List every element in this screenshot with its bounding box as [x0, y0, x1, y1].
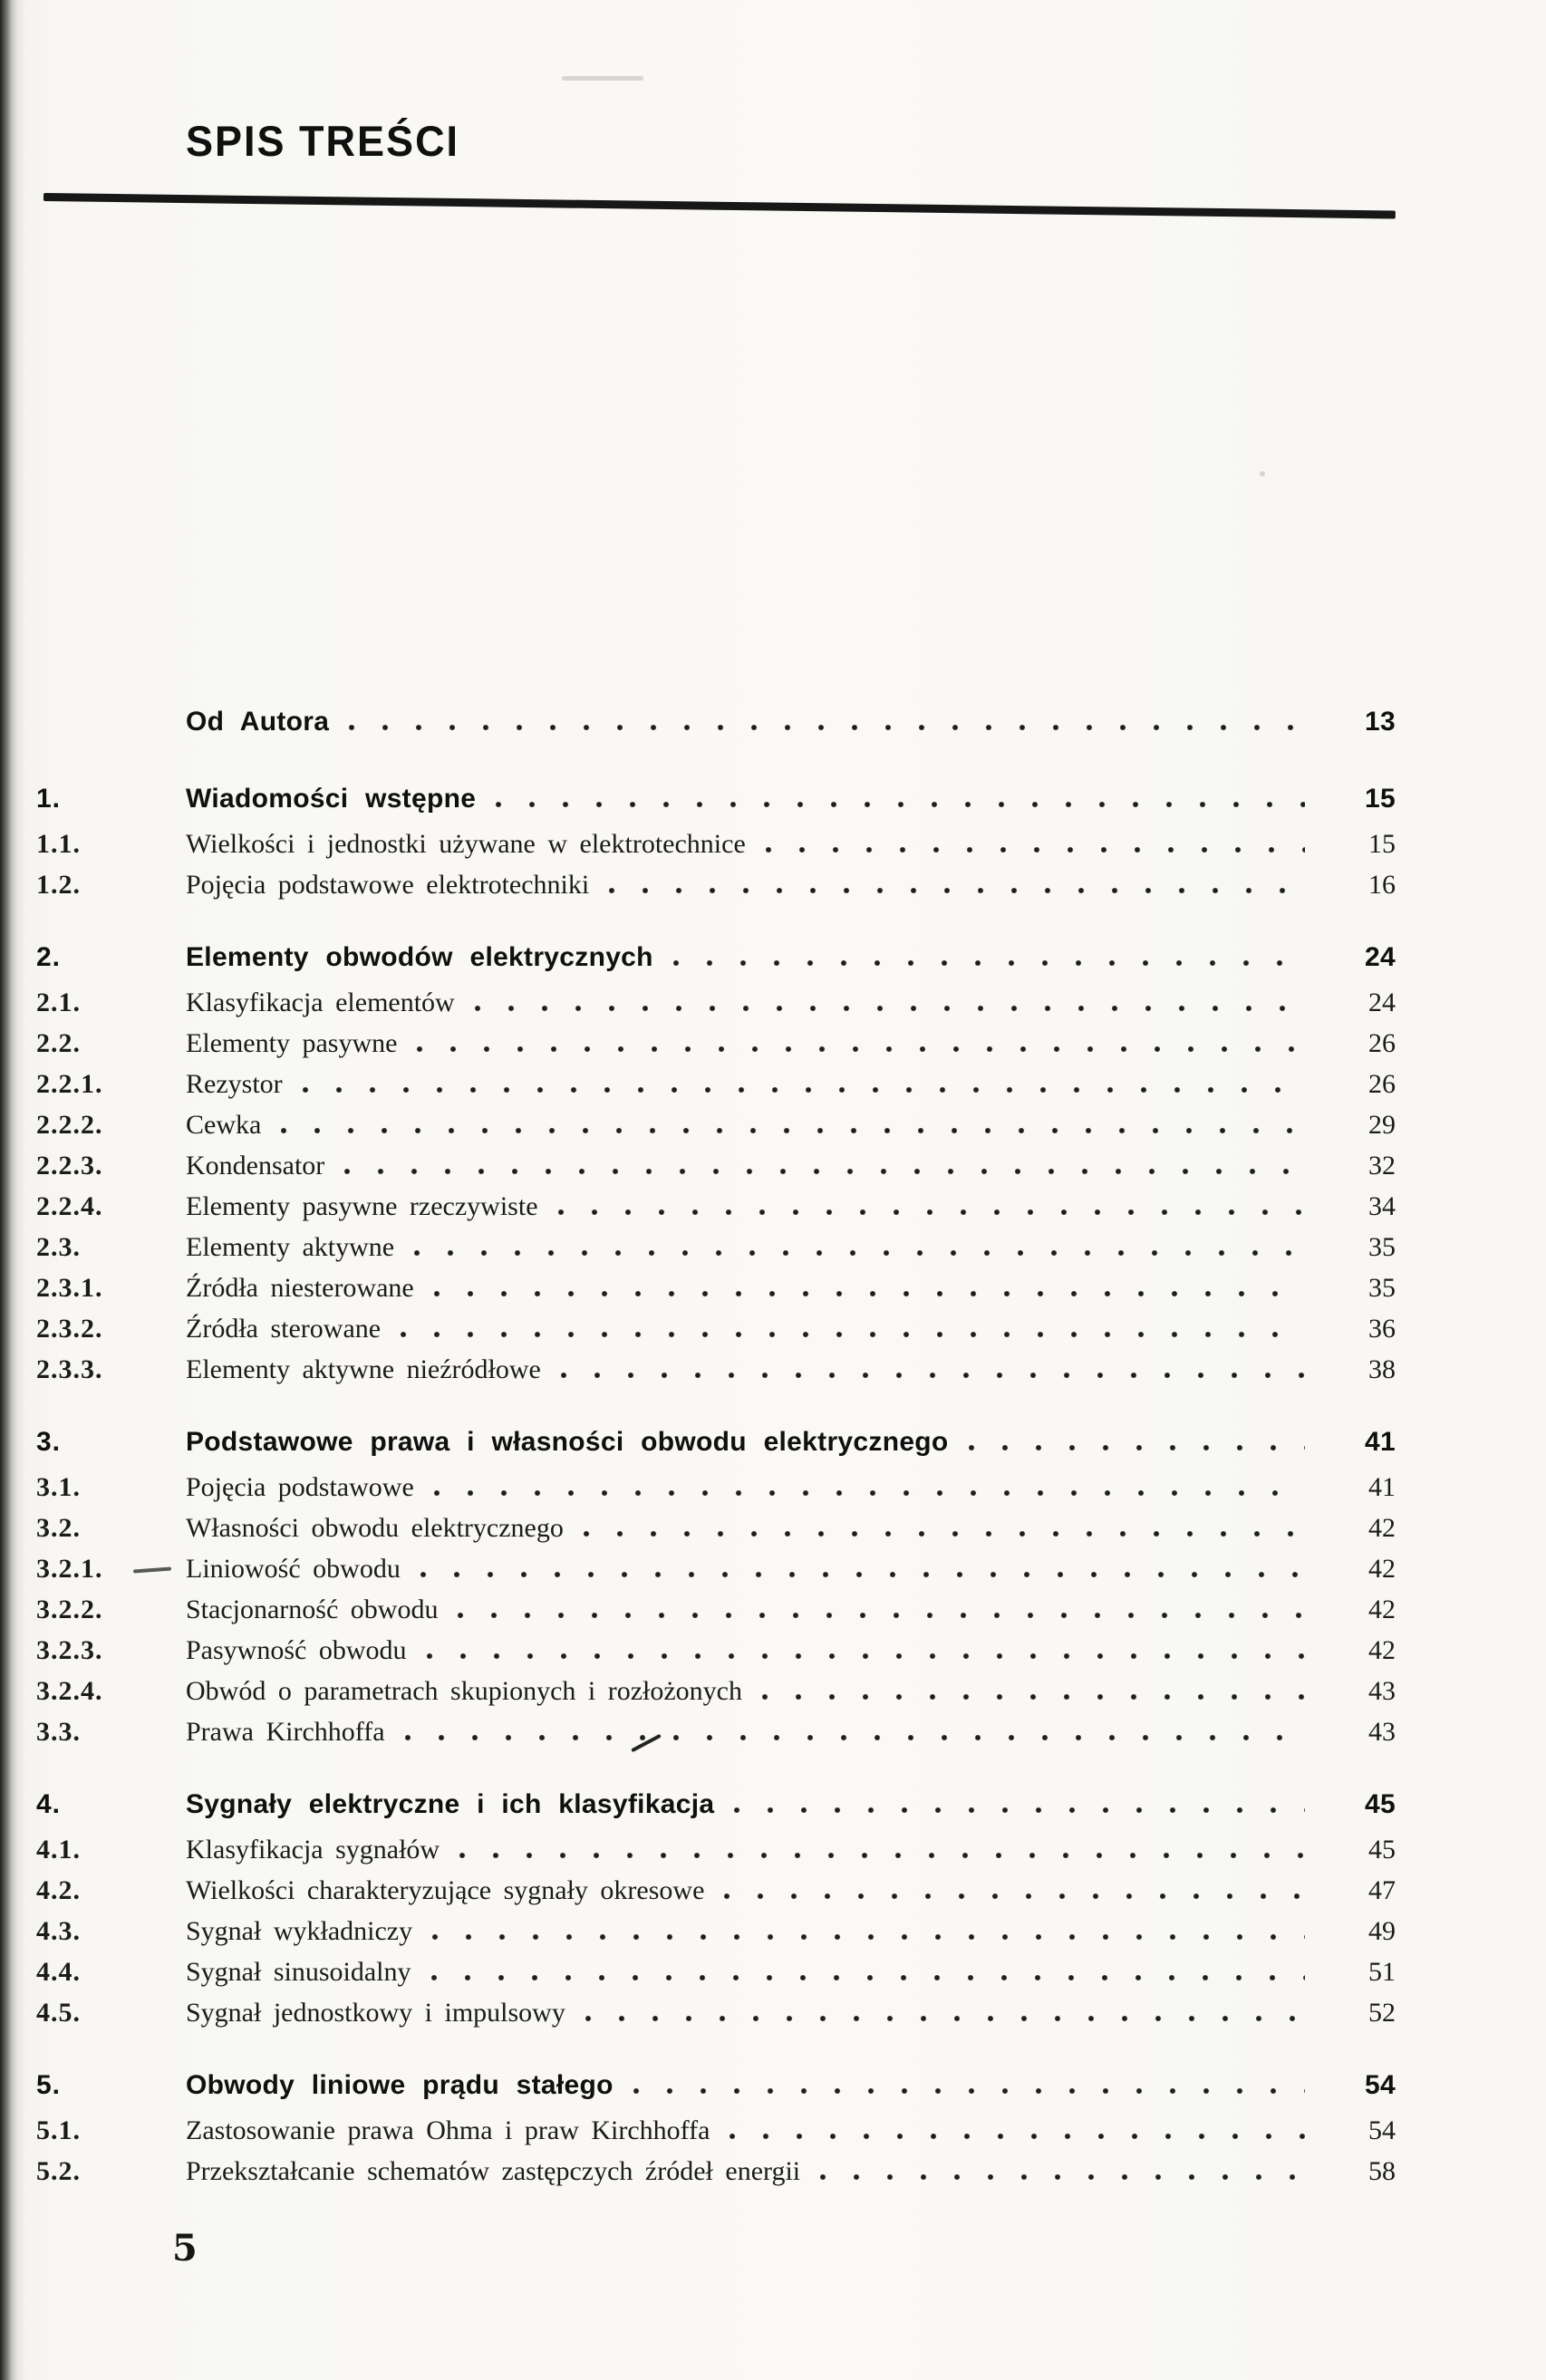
toc-entry-page: 42: [1368, 1635, 1396, 1665]
toc-entry-number: 2.2.2.: [36, 1110, 103, 1140]
title-underline-rule: [43, 193, 1396, 219]
toc-entry-page: 15: [1368, 829, 1396, 859]
toc-entry-page: 26: [1368, 1028, 1396, 1058]
toc-entry-title: Stacjonarność obwodu: [186, 1595, 439, 1624]
toc-section: [36, 1789, 1396, 2038]
toc-entry-title: Podstawowe prawa i własności obwodu elektrycznego: [186, 1427, 949, 1457]
toc-entry-title: Elementy aktywne: [186, 1232, 395, 1262]
toc-entry-page: 36: [1368, 1314, 1396, 1344]
toc-entry-title: Pojęcia podstawowe: [186, 1472, 414, 1502]
dotted-leader: [429, 1291, 1305, 1296]
toc-entry-page: 16: [1368, 870, 1396, 900]
toc-row: [36, 870, 1396, 911]
toc-entry-number: 2.3.1.: [36, 1273, 103, 1303]
toc-row: [36, 1789, 1396, 1835]
dotted-leader: [427, 1934, 1305, 1940]
toc-entry-number: 4.5.: [36, 1998, 81, 2028]
toc-entry-number: 1.1.: [36, 829, 81, 859]
toc-row: [36, 1875, 1396, 1916]
toc-row: [36, 1110, 1396, 1151]
scan-speckle: [1260, 471, 1265, 477]
toc-entry-title: Od Autora: [186, 707, 330, 737]
dotted-leader: [409, 1250, 1305, 1256]
dotted-leader: [343, 725, 1305, 730]
toc-entry-page: 32: [1368, 1151, 1396, 1180]
toc-entry-page: 35: [1368, 1273, 1396, 1303]
toc-row: [36, 707, 1396, 752]
toc-entry-title: Sygnał wykładniczy: [186, 1916, 413, 1946]
toc-entry-page: 42: [1368, 1595, 1396, 1624]
dotted-leader: [604, 888, 1305, 893]
toc-row: [36, 1676, 1396, 1717]
dotted-leader: [395, 1332, 1305, 1337]
dotted-leader: [729, 1807, 1305, 1813]
toc-entry-page: 42: [1368, 1554, 1396, 1584]
toc-entry-number: 2.2.: [36, 1028, 81, 1058]
toc-entry-page: 47: [1368, 1875, 1396, 1905]
toc-entry-number: 2.: [36, 942, 62, 972]
dotted-leader: [815, 2174, 1305, 2180]
toc-row: [36, 1554, 1396, 1595]
toc-row: [36, 1354, 1396, 1395]
page-title: SPIS TREŚCI: [186, 116, 460, 166]
dotted-leader: [724, 2134, 1305, 2139]
dotted-leader: [490, 802, 1305, 807]
toc-entry-title: Kondensator: [186, 1151, 325, 1180]
dotted-leader: [429, 1490, 1305, 1496]
toc-entry-page: 54: [1365, 2070, 1396, 2100]
toc-row: [36, 1998, 1396, 2038]
toc-row: [36, 784, 1396, 829]
toc-row: [36, 1595, 1396, 1635]
toc-row: [36, 1028, 1396, 1069]
toc-entry-page: 41: [1365, 1427, 1396, 1457]
toc-entry-page: 29: [1368, 1110, 1396, 1140]
toc-entry-title: Elementy obwodów elektrycznych: [186, 942, 653, 972]
dotted-leader: [400, 1735, 1305, 1740]
toc-entry-title: Pojęcia podstawowe elektrotechniki: [186, 870, 590, 900]
toc-entry-title: Elementy pasywne rzeczywiste: [186, 1191, 538, 1221]
toc-entry-number: 1.: [36, 784, 62, 814]
toc-row: [36, 2070, 1396, 2115]
toc-row: [36, 1191, 1396, 1232]
dotted-leader: [628, 2088, 1305, 2094]
toc-entry-number: 2.2.3.: [36, 1151, 103, 1180]
toc-entry-number: 2.3.2.: [36, 1314, 103, 1344]
toc-entry-page: 51: [1368, 1957, 1396, 1987]
toc-entry-number: 2.2.1.: [36, 1069, 103, 1099]
dotted-leader: [297, 1087, 1305, 1093]
toc-entry-title: Liniowość obwodu: [186, 1554, 401, 1585]
toc-row: [36, 829, 1396, 870]
toc-entry-page: 15: [1365, 784, 1396, 814]
toc-entry-number: 3.2.3.: [36, 1635, 103, 1665]
toc-entry-title: Wiadomości wstępne: [186, 784, 477, 814]
scan-gutter-shadow: [0, 0, 25, 2380]
dotted-leader: [578, 1531, 1305, 1537]
toc-entry-number: 3.2.: [36, 1513, 81, 1543]
toc-entry-number: 2.3.3.: [36, 1354, 103, 1384]
toc-entry-number: 5.1.: [36, 2115, 81, 2145]
toc-entry-page: 43: [1368, 1717, 1396, 1747]
toc-row: [36, 1427, 1396, 1472]
toc-entry-page: 41: [1368, 1472, 1396, 1502]
dotted-leader: [760, 847, 1305, 853]
dotted-leader: [757, 1694, 1305, 1700]
dotted-leader: [580, 2016, 1305, 2021]
toc-entry-number: 4.2.: [36, 1875, 81, 1905]
toc-entry-title: Prawa Kirchhoffa: [186, 1717, 385, 1747]
toc-row: [36, 1916, 1396, 1957]
toc-section: [36, 2070, 1396, 2197]
toc-entry-number: 2.1.: [36, 988, 81, 1017]
dotted-leader: [411, 1046, 1305, 1052]
toc-entry-title: Sygnał sinusoidalny: [186, 1957, 411, 1987]
dotted-leader: [339, 1169, 1305, 1174]
toc-entry-title: Klasyfikacja sygnałów: [186, 1835, 440, 1864]
toc-entry-number: 1.2.: [36, 870, 81, 900]
toc-entry-number: 3.2.1.: [36, 1554, 103, 1584]
toc-entry-page: 34: [1368, 1191, 1396, 1221]
footer-page-number: 5: [172, 2227, 198, 2269]
dotted-leader: [963, 1445, 1305, 1450]
toc-entry-title: Źródła sterowane: [186, 1314, 382, 1344]
toc-entry-title: Elementy pasywne: [186, 1028, 398, 1058]
toc-entry-title: Obwody liniowe prądu stałego: [186, 2070, 614, 2100]
toc-entry-title: Obwód o parametrach skupionych i rozłożonych: [186, 1676, 742, 1706]
toc-row: [36, 988, 1396, 1028]
toc-entry-title: Sygnał jednostkowy i impulsowy: [186, 1998, 565, 2028]
toc-entry-page: 54: [1368, 2115, 1396, 2145]
toc-section: [36, 942, 1396, 1395]
toc-entry-page: 43: [1368, 1676, 1396, 1706]
toc-entry-title: Elementy aktywne nieźródłowe: [186, 1354, 541, 1384]
toc-row: [36, 1069, 1396, 1110]
toc-list: [36, 707, 1396, 2197]
toc-row: [36, 1151, 1396, 1191]
toc-row: [36, 1232, 1396, 1273]
toc-row: [36, 942, 1396, 988]
toc-entry-page: 24: [1365, 942, 1396, 972]
toc-row: [36, 1472, 1396, 1513]
dotted-leader: [426, 1975, 1305, 1980]
toc-entry-page: 49: [1368, 1916, 1396, 1946]
toc-entry-number: 5.: [36, 2070, 62, 2100]
toc-entry-page: 26: [1368, 1069, 1396, 1099]
toc-entry-number: 3.3.: [36, 1717, 81, 1747]
toc-row: [36, 2156, 1396, 2197]
dotted-leader: [454, 1853, 1305, 1858]
toc-entry-number: 5.2.: [36, 2156, 81, 2186]
toc-entry-number: 2.2.4.: [36, 1191, 103, 1221]
toc-row: [36, 1635, 1396, 1676]
toc-entry-title: Cewka: [186, 1110, 262, 1140]
dotted-leader: [421, 1653, 1306, 1659]
toc-entry-page: 35: [1368, 1232, 1396, 1262]
toc-entry-title: Przekształcanie schematów zastępczych źródeł energii: [186, 2156, 801, 2186]
toc-row: [36, 1717, 1396, 1758]
toc-entry-number: 4.: [36, 1789, 62, 1819]
toc-entry-title: Klasyfikacja elementów: [186, 988, 455, 1017]
toc-entry-page: 58: [1368, 2156, 1396, 2186]
dotted-leader: [556, 1373, 1305, 1378]
toc-entry-page: 42: [1368, 1513, 1396, 1543]
toc-entry-number: 4.1.: [36, 1835, 81, 1864]
toc-row: [36, 2115, 1396, 2156]
toc-row: [36, 1957, 1396, 1998]
dotted-leader: [415, 1572, 1305, 1577]
toc-entry-title: Własności obwodu elektrycznego: [186, 1513, 564, 1543]
toc-row: [36, 1273, 1396, 1314]
toc-entry-number: 4.3.: [36, 1916, 81, 1946]
toc-entry-page: 52: [1368, 1998, 1396, 2028]
toc-entry-page: 13: [1365, 707, 1396, 737]
dotted-leader: [553, 1209, 1305, 1215]
toc-entry-page: 45: [1365, 1789, 1396, 1819]
toc-entry-page: 38: [1368, 1354, 1396, 1384]
toc-entry-number: 3.1.: [36, 1472, 81, 1502]
toc-entry-number: 2.3.: [36, 1232, 81, 1262]
dotted-leader: [719, 1893, 1305, 1899]
toc-entry-title: Rezystor: [186, 1069, 283, 1099]
toc-entry-title: Źródła niesterowane: [186, 1273, 414, 1303]
toc-section: [36, 1427, 1396, 1758]
toc-entry-number: 3.: [36, 1427, 62, 1457]
toc-entry-number: 3.2.4.: [36, 1676, 103, 1706]
toc-entry-number: 4.4.: [36, 1957, 81, 1987]
toc-entry-number: 3.2.2.: [36, 1595, 103, 1624]
toc-entry-title: Sygnały elektryczne i ich klasyfikacja: [186, 1789, 715, 1819]
dotted-leader: [668, 960, 1305, 966]
dotted-leader: [469, 1006, 1305, 1011]
toc-section: [36, 707, 1396, 752]
scan-speckle: [562, 76, 643, 81]
toc-entry-title: Zastosowanie prawa Ohma i praw Kirchhoffa: [186, 2115, 710, 2145]
toc-section: [36, 784, 1396, 911]
toc-row: [36, 1513, 1396, 1554]
toc-entry-title: Wielkości charakteryzujące sygnały okresowe: [186, 1875, 705, 1905]
dotted-leader: [452, 1613, 1305, 1618]
dotted-leader: [275, 1128, 1305, 1133]
toc-row: [36, 1314, 1396, 1354]
toc-entry-title: Pasywność obwodu: [186, 1635, 407, 1665]
toc-row: [36, 1835, 1396, 1875]
toc-entry-page: 24: [1368, 988, 1396, 1017]
toc-entry-title: Wielkości i jednostki używane w elektrotechnice: [186, 829, 746, 859]
toc-entry-page: 45: [1368, 1835, 1396, 1864]
